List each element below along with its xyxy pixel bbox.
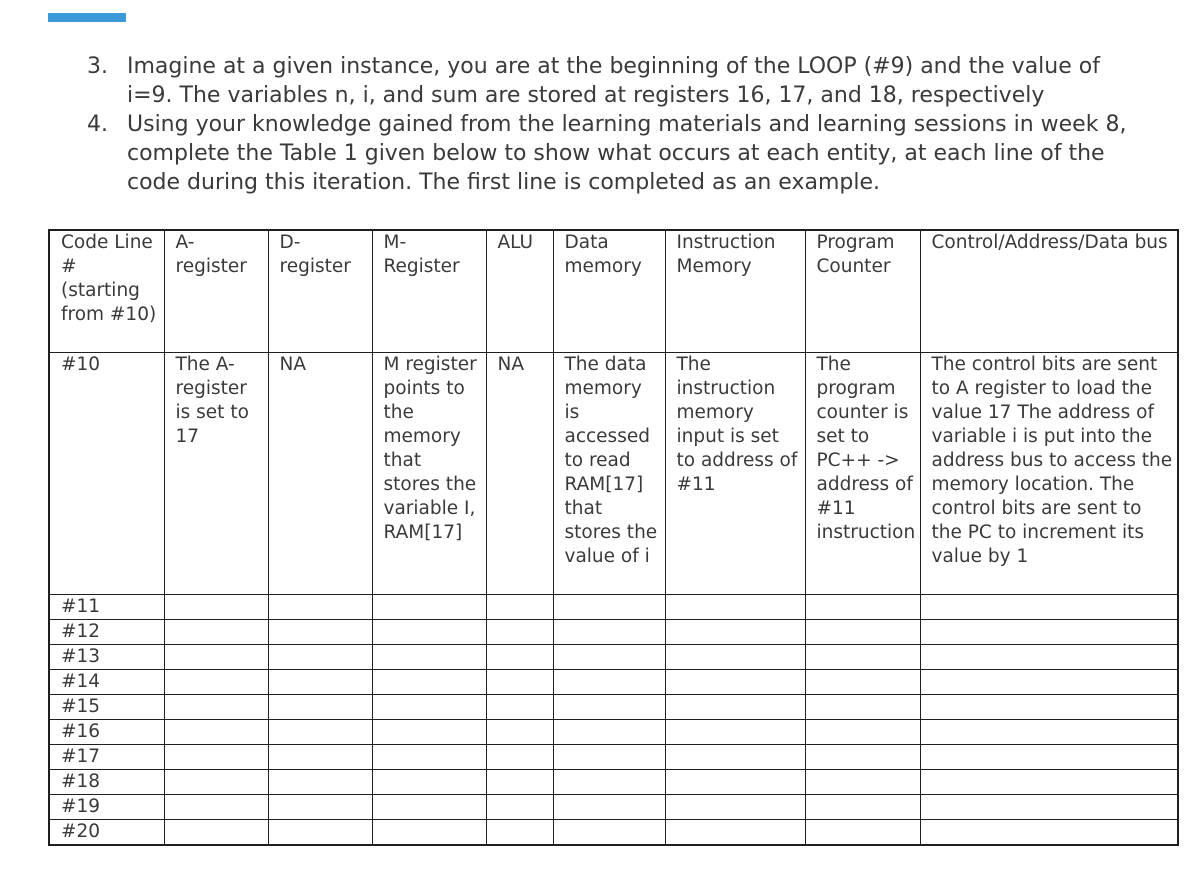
empty-cell[interactable]: [665, 745, 805, 770]
cell-code-line: #10: [49, 353, 164, 595]
empty-cell[interactable]: [920, 720, 1178, 745]
empty-cell[interactable]: [665, 795, 805, 820]
empty-cell[interactable]: [164, 670, 268, 695]
empty-cell[interactable]: [805, 595, 920, 620]
empty-cell[interactable]: [372, 720, 486, 745]
table-row: [49, 770, 1178, 795]
empty-cell[interactable]: [372, 695, 486, 720]
empty-cell[interactable]: [486, 795, 553, 820]
empty-cell[interactable]: [553, 670, 665, 695]
cell-code-line: #18: [49, 770, 164, 795]
table-row: [49, 820, 1178, 846]
empty-cell[interactable]: [553, 795, 665, 820]
empty-cell[interactable]: [164, 745, 268, 770]
empty-cell[interactable]: [486, 695, 553, 720]
empty-cell[interactable]: [268, 645, 372, 670]
instructions-list: [87, 52, 1127, 197]
empty-cell[interactable]: [268, 795, 372, 820]
header-cell-bus: Control/Address/Data bus: [920, 230, 1178, 353]
empty-cell[interactable]: [553, 595, 665, 620]
empty-cell[interactable]: [805, 695, 920, 720]
header-cell-program-counter: Program Counter: [805, 230, 920, 353]
cell-instruction-memory: The instruction memory input is set to address of #11: [665, 353, 805, 595]
empty-cell[interactable]: [805, 670, 920, 695]
empty-cell[interactable]: [268, 695, 372, 720]
empty-cell[interactable]: [805, 745, 920, 770]
empty-cell[interactable]: [486, 645, 553, 670]
header-row: [49, 230, 1178, 353]
empty-cell[interactable]: [553, 745, 665, 770]
empty-cell[interactable]: [372, 645, 486, 670]
empty-cell[interactable]: [665, 620, 805, 645]
empty-cell[interactable]: [665, 770, 805, 795]
instruction-item: [87, 52, 1127, 110]
empty-cell[interactable]: [553, 645, 665, 670]
cell-program-counter: The program counter is set to PC++ -> address of #11 instruction: [805, 353, 920, 595]
table-row: [49, 795, 1178, 820]
empty-cell[interactable]: [486, 720, 553, 745]
empty-cell[interactable]: [805, 770, 920, 795]
empty-cell[interactable]: [164, 620, 268, 645]
header-cell-m-register: M-Register: [372, 230, 486, 353]
table-row: [49, 695, 1178, 720]
empty-cell[interactable]: [486, 595, 553, 620]
empty-cell[interactable]: [372, 670, 486, 695]
cell-code-line: #20: [49, 820, 164, 846]
empty-cell[interactable]: [553, 820, 665, 846]
instruction-text: Using your knowledge gained from the learning materials and learning sessions in week 8, complete the Table 1 given below to show what occurs at each entity, at each line of the code during this iteration. The first line is completed as an example.: [127, 112, 1127, 195]
cell-code-line: #15: [49, 695, 164, 720]
empty-cell[interactable]: [665, 645, 805, 670]
table-row: [49, 745, 1178, 770]
cell-code-line: #19: [49, 795, 164, 820]
empty-cell[interactable]: [268, 770, 372, 795]
empty-cell[interactable]: [164, 645, 268, 670]
empty-cell[interactable]: [486, 820, 553, 846]
header-cell-d-register: D-register: [268, 230, 372, 353]
cell-code-line: #17: [49, 745, 164, 770]
empty-cell[interactable]: [553, 720, 665, 745]
cell-code-line: #14: [49, 670, 164, 695]
cell-bus: The control bits are sent to A register to load the value 17 The address of variable i is put into the address bus to access the memory location. The control bits are sent to the PC to increment its value by 1: [920, 353, 1178, 595]
empty-cell[interactable]: [372, 620, 486, 645]
cell-code-line: #13: [49, 645, 164, 670]
empty-cell[interactable]: [372, 595, 486, 620]
empty-cell[interactable]: [920, 820, 1178, 846]
empty-cell[interactable]: [805, 720, 920, 745]
empty-cell[interactable]: [665, 670, 805, 695]
empty-cell[interactable]: [268, 670, 372, 695]
table-row: [49, 620, 1178, 645]
cell-code-line: #16: [49, 720, 164, 745]
empty-cell[interactable]: [553, 620, 665, 645]
empty-cell[interactable]: [920, 745, 1178, 770]
header-cell-alu: ALU: [486, 230, 553, 353]
table-row: [49, 353, 1178, 595]
cell-d-register: NA: [268, 353, 372, 595]
table-1: [48, 229, 1179, 846]
empty-cell[interactable]: [805, 795, 920, 820]
empty-cell[interactable]: [486, 745, 553, 770]
empty-cell[interactable]: [268, 620, 372, 645]
empty-cell[interactable]: [268, 745, 372, 770]
empty-cell[interactable]: [665, 820, 805, 846]
header-cell-code-line: Code Line # (starting from #10): [49, 230, 164, 353]
instruction-number: 4.: [87, 112, 108, 137]
empty-cell[interactable]: [665, 720, 805, 745]
table-row: [49, 645, 1178, 670]
empty-cell[interactable]: [268, 595, 372, 620]
cell-a-register: The A-register is set to 17: [164, 353, 268, 595]
cell-code-line: #11: [49, 595, 164, 620]
instruction-text: Imagine at a given instance, you are at the beginning of the LOOP (#9) and the value of i=9. The variables n, i, and sum are stored at registers 16, 17, and 18, respectively: [127, 54, 1100, 108]
empty-cell[interactable]: [164, 595, 268, 620]
empty-cell[interactable]: [920, 770, 1178, 795]
empty-cell[interactable]: [920, 620, 1178, 645]
empty-cell[interactable]: [372, 795, 486, 820]
empty-cell[interactable]: [553, 695, 665, 720]
empty-cell[interactable]: [372, 770, 486, 795]
empty-cell[interactable]: [372, 745, 486, 770]
cell-alu: NA: [486, 353, 553, 595]
accent-bar: [48, 13, 126, 22]
cell-code-line: #12: [49, 620, 164, 645]
empty-cell[interactable]: [268, 720, 372, 745]
empty-cell[interactable]: [920, 695, 1178, 720]
empty-cell[interactable]: [164, 795, 268, 820]
empty-cell[interactable]: [268, 820, 372, 846]
empty-cell[interactable]: [920, 595, 1178, 620]
empty-cell[interactable]: [372, 820, 486, 846]
empty-cell[interactable]: [665, 595, 805, 620]
empty-cell[interactable]: [665, 695, 805, 720]
header-cell-data-memory: Data memory: [553, 230, 665, 353]
empty-cell[interactable]: [553, 770, 665, 795]
cell-m-register: M register points to the memory that stores the variable I, RAM[17]: [372, 353, 486, 595]
empty-cell[interactable]: [805, 620, 920, 645]
empty-cell[interactable]: [486, 770, 553, 795]
table-row: [49, 720, 1178, 745]
table-row: [49, 595, 1178, 620]
cell-data-memory: The data memory is accessed to read RAM[17] that stores the value of i: [553, 353, 665, 595]
empty-cell[interactable]: [805, 645, 920, 670]
empty-cell[interactable]: [164, 770, 268, 795]
empty-cell[interactable]: [920, 670, 1178, 695]
empty-cell[interactable]: [164, 720, 268, 745]
empty-cell[interactable]: [486, 620, 553, 645]
empty-cell[interactable]: [920, 645, 1178, 670]
empty-cell[interactable]: [805, 820, 920, 846]
instruction-item: [87, 110, 1127, 197]
empty-cell[interactable]: [164, 695, 268, 720]
empty-cell[interactable]: [920, 795, 1178, 820]
instruction-number: 3.: [87, 54, 108, 79]
header-cell-instruction-memory: Instruction Memory: [665, 230, 805, 353]
header-cell-a-register: A-register: [164, 230, 268, 353]
table-row: [49, 670, 1178, 695]
empty-cell[interactable]: [164, 820, 268, 846]
empty-cell[interactable]: [486, 670, 553, 695]
